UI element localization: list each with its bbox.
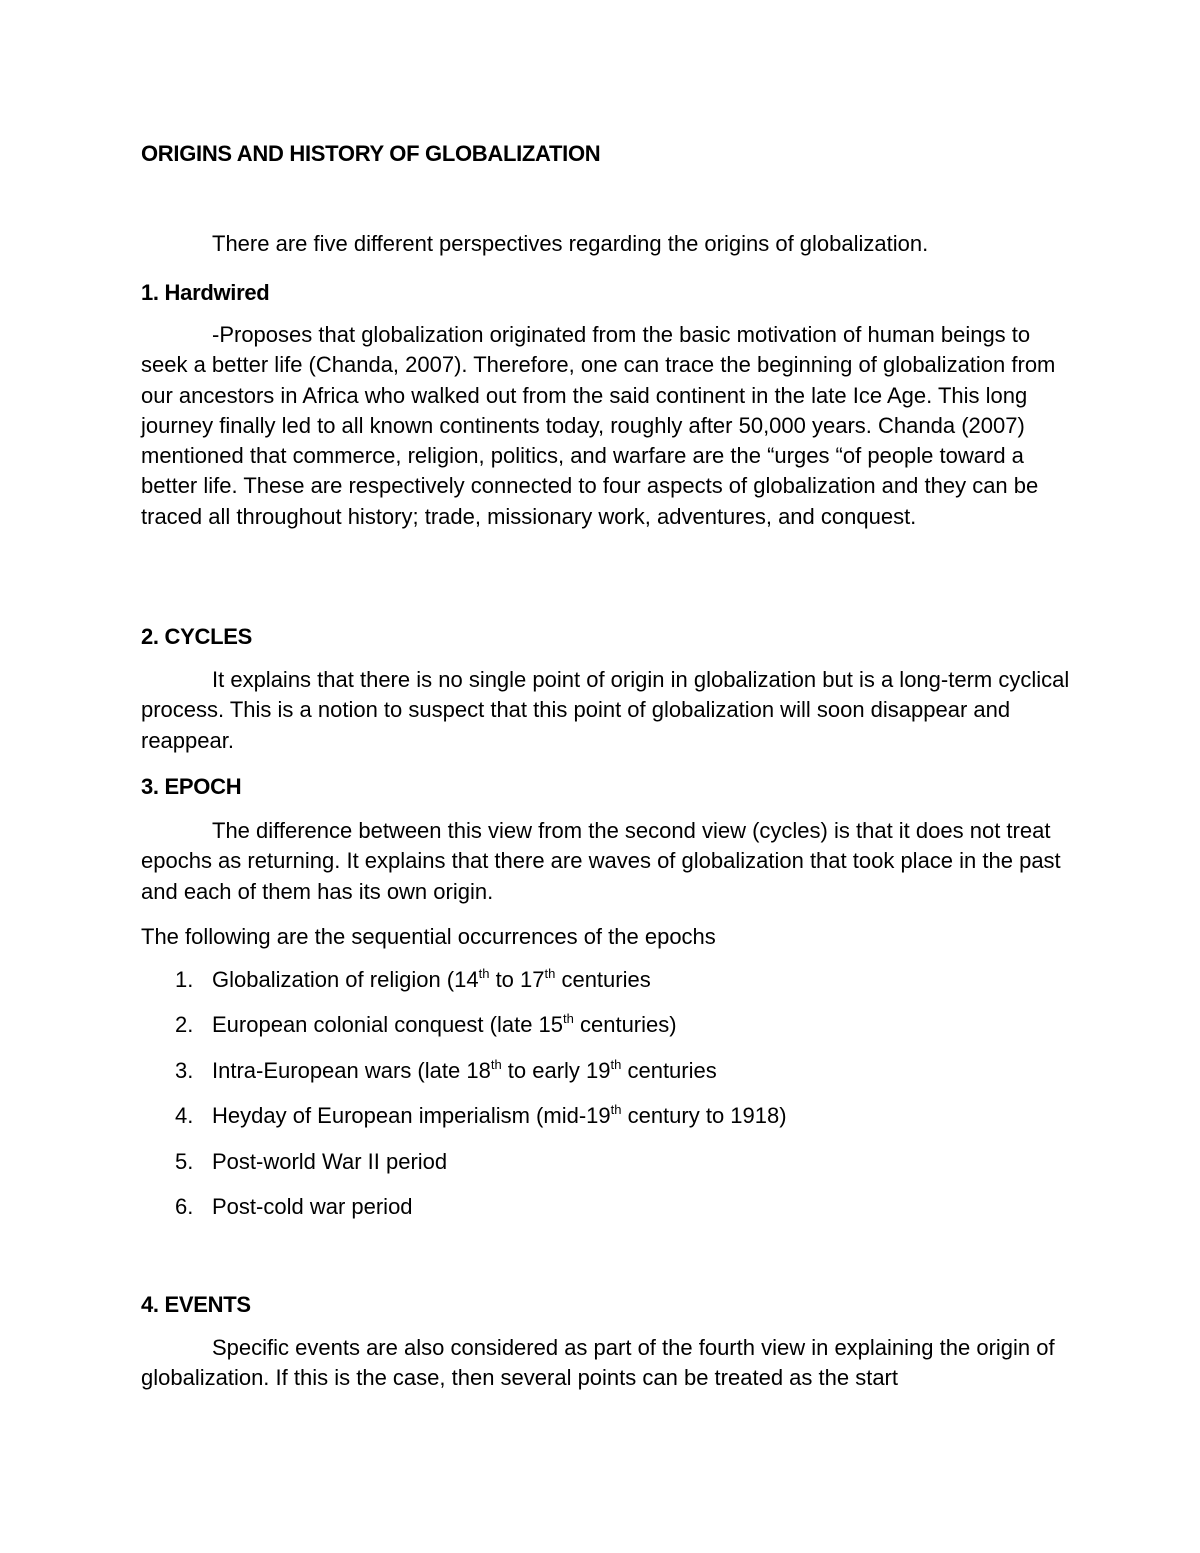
list-item-text: Globalization of religion (14th to 17th centuries [212,966,651,992]
epoch-list-intro: The following are the sequential occurrences of the epochs [141,924,716,949]
section-paragraph-hardwired: -Proposes that globalization originated from the basic motivation of human beings to seek a better life (Chanda, 2007). Therefore, one can trace the beginning of globalization from our ancestors in Africa who walked out from the said continent in the late Ice Age. This long journey finally led to all known continents today, roughly after 50,000 years. Chanda (2007) mentioned that commerce, religion, politics, and warfare are the “urges “of people toward a better life. These are respectively connected to four aspects of globalization and they can be traced all throughout history; trade, missionary work, adventures, and conquest. [141,322,1056,529]
section-heading-cycles: 2. CYCLES [141,624,252,649]
document-title: ORIGINS AND HISTORY OF GLOBALIZATION [141,141,601,166]
list-item-number: 6. [175,1193,194,1219]
list-item-number: 5. [175,1148,194,1174]
list-item-number: 1. [175,967,194,992]
list-item-number: 4. [175,1103,194,1129]
section-paragraph-events: Specific events are also considered as part of the fourth view in explaining the origin of globalization. If this is the case, then several points can be treated as the start [141,1335,1055,1391]
list-item-text: Post-cold war period [212,1193,413,1219]
section-paragraph-cycles: It explains that there is no single point of origin in globalization but is a long-term cyclical process. This is a notion to suspect that this point of globalization will soon disappear and reappear. [141,667,1070,753]
list-item-number: 2. [175,1012,194,1038]
list-item-text: Post-world War II period [212,1148,448,1174]
list-item-number: 3. [175,1057,194,1083]
list-item-text: Heyday of European imperialism (mid-19th century to 1918) [212,1102,787,1129]
section-paragraph-epoch: The difference between this view from the second view (cycles) is that it does not treat epochs as returning. It explains that there are waves of globalization that took place in the past and each of them has its own origin. [141,818,1061,904]
section-heading-events: 4. EVENTS [141,1292,251,1317]
section-heading-hardwired: 1. Hardwired [141,280,270,305]
list-item-text: Intra-European wars (late 18th to early 19th centuries [212,1056,717,1083]
intro-text: There are five different perspectives regarding the origins of globalization. [212,231,929,256]
list-item-text: European colonial conquest (late 15th centuries) [212,1011,677,1038]
section-heading-epoch: 3. EPOCH [141,774,242,799]
